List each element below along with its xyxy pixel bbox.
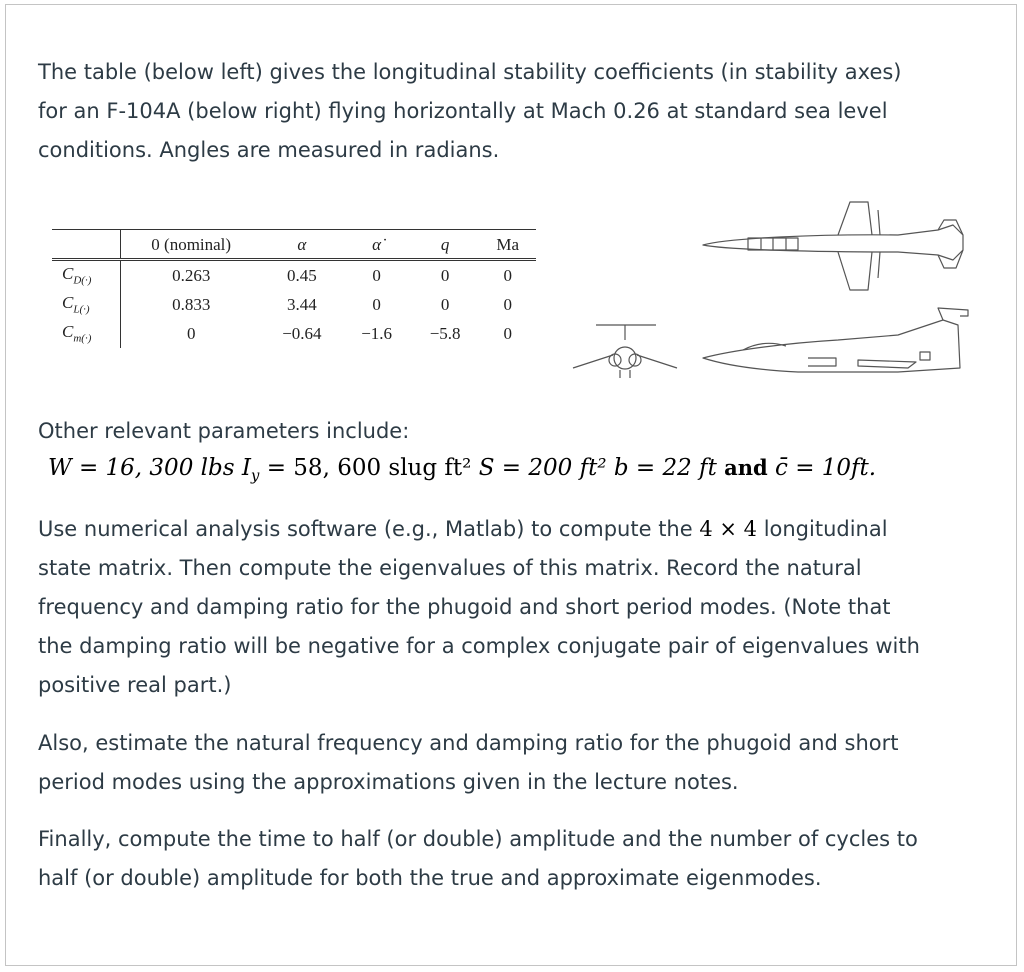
stability-coefficients-table: [52, 229, 536, 348]
param-and: and: [724, 455, 768, 480]
table-cell: 0: [440, 265, 450, 285]
header-alpha-dot: α̇: [372, 235, 382, 254]
header-nominal: 0 (nominal): [151, 235, 232, 254]
table-header-row: [52, 230, 536, 260]
intro-paragraph: [38, 53, 988, 170]
task1-line-2: state matrix. Then compute the eigenvalues of this matrix. Record the natural: [38, 556, 862, 580]
table-cell: −0.64: [282, 323, 322, 343]
table-cell: 0.833: [172, 294, 211, 314]
param-inertia: $I_y = 58$, 600 slug ft²: [241, 455, 472, 485]
aircraft-front-view: [573, 325, 677, 378]
task3-line-2: half (or double) amplitude for both the true and approximate eigenmodes.: [38, 866, 822, 890]
params-intro: Other relevant parameters include:: [38, 419, 410, 443]
table-cell: 0: [440, 294, 450, 314]
task1-line-3: frequency and damping ratio for the phugoid and short period modes. (Note that: [38, 595, 891, 619]
aircraft-top-view: [703, 202, 963, 290]
row-label-cd: $C_{D(\cdot)}$: [52, 260, 121, 291]
task2-line-2: period modes using the approximations given in the lecture notes.: [38, 770, 739, 794]
row-label-cl: $C_{L(\cdot)}$: [52, 290, 121, 319]
parameters-line: [48, 450, 988, 494]
param-chord: c̄ = 10ft.: [775, 455, 877, 481]
task3-line-1: Finally, compute the time to half (or double) amplitude and the number of cycles to: [38, 827, 918, 851]
table-row: [52, 290, 536, 319]
task2-line-1: Also, estimate the natural frequency and damping ratio for the phugoid and short: [38, 731, 899, 755]
aircraft-side-view: [703, 308, 968, 372]
task2-paragraph: [38, 724, 988, 802]
param-span: b = 22 ft: [613, 455, 717, 481]
table-cell: 0: [186, 323, 196, 343]
row-label-cm: $C_{m(\cdot)}$: [52, 319, 121, 348]
task1-paragraph: [38, 510, 988, 705]
table-cell: 0.263: [172, 265, 211, 285]
param-wing-area: S = 200 ft²: [478, 455, 607, 481]
table-cell: 0: [372, 265, 381, 285]
intro-line-2: for an F-104A (below right) flying horizontally at Mach 0.26 at standard sea level: [38, 99, 888, 123]
header-mach: Ma: [496, 235, 520, 254]
task3-paragraph: [38, 820, 988, 898]
header-q: q: [440, 235, 450, 254]
table-cell: 0: [503, 323, 512, 343]
f104a-three-view-drawing: [568, 190, 988, 380]
header-alpha: α: [297, 235, 307, 254]
table-corner: [52, 230, 121, 260]
task1-line-4: the damping ratio will be negative for a complex conjugate pair of eigenvalues with: [38, 634, 920, 658]
table-row: [52, 319, 536, 348]
table-cell: 3.44: [286, 294, 317, 314]
table-cell: 0: [503, 294, 512, 314]
param-weight: W = 16, 300 lbs: [48, 455, 235, 481]
task1-line-5: positive real part.): [38, 673, 232, 697]
intro-line-1: The table (below left) gives the longitudinal stability coefficients (in stability axes): [38, 60, 902, 84]
intro-line-3: conditions. Angles are measured in radians.: [38, 138, 500, 162]
table-cell: 0: [503, 265, 512, 285]
table-row: [52, 260, 536, 291]
table-cell: −5.8: [429, 323, 461, 343]
table-cell: 0: [372, 294, 381, 314]
table-cell: −1.6: [361, 323, 393, 343]
table-cell: 0.45: [286, 265, 317, 285]
task1-line-1: Use numerical analysis software (e.g., Matlab) to compute the 4 × 4 longitudinal: [38, 517, 888, 541]
